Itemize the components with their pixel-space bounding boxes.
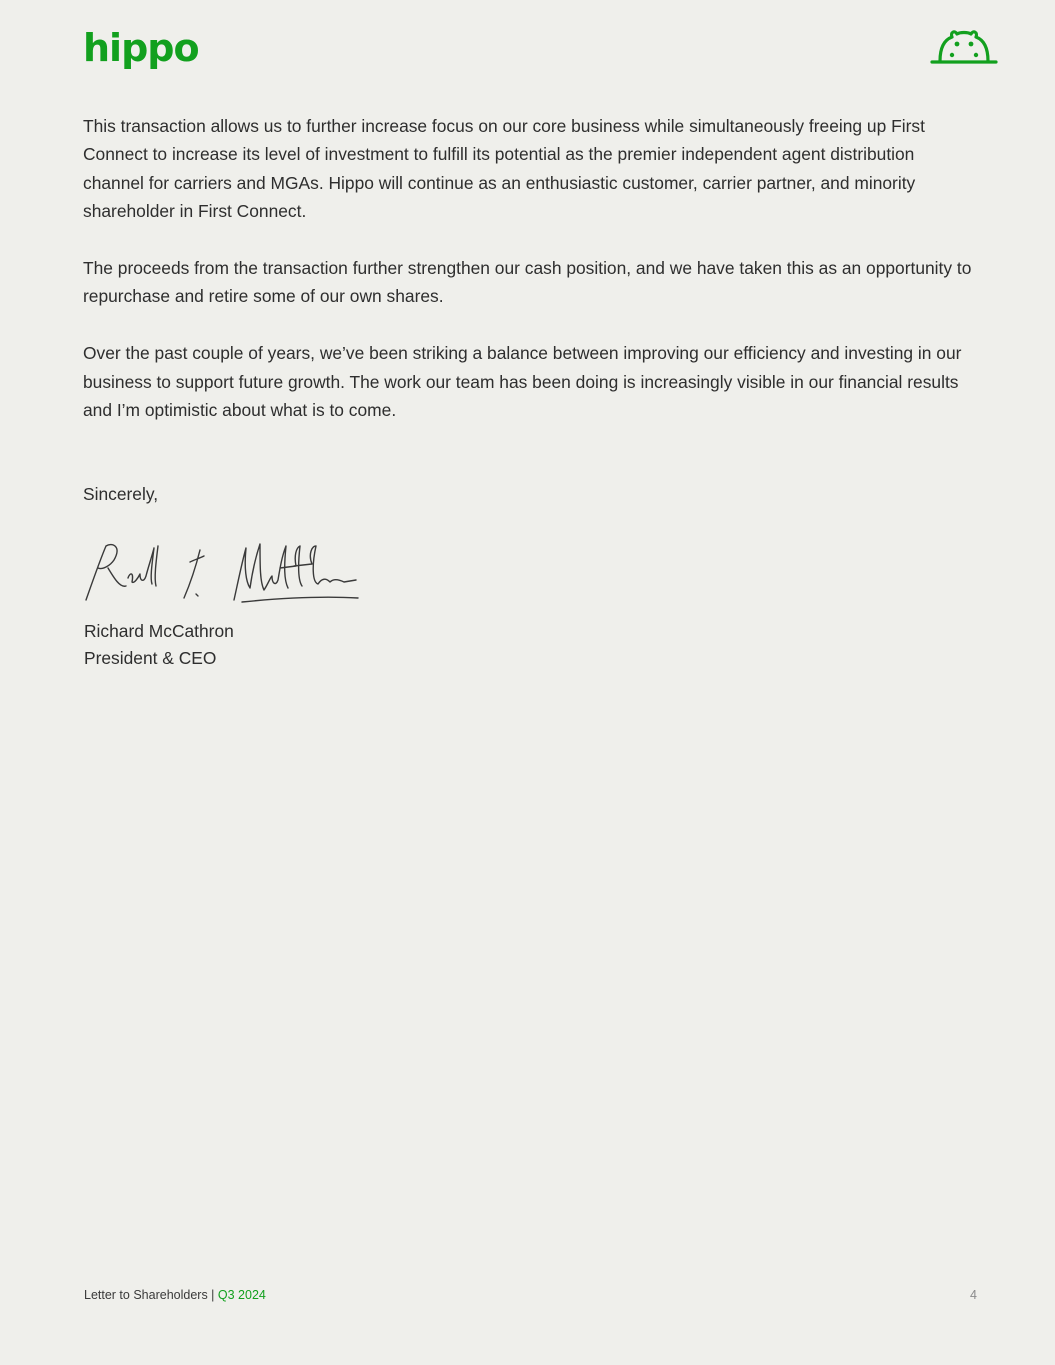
- page-number: 4: [970, 1288, 977, 1302]
- signer-block: [84, 618, 234, 672]
- paragraph-first-connect: This transaction allows us to further increase focus on our core business while simultaneously freeing up First Connect to increase its level of investment to fulfill its potential as the premier independent agent distribution channel for carriers and MGAs. Hippo will continue as an enthusiastic customer, carrier partner, and minority shareholder in First Connect.: [83, 116, 925, 222]
- footer: [84, 1286, 266, 1304]
- hippo-peeking-icon: [930, 28, 998, 66]
- signer-name: Richard McCathron: [84, 621, 234, 641]
- letter-body: [83, 112, 973, 453]
- handwritten-signature: [82, 538, 362, 608]
- paragraph-proceeds: The proceeds from the transaction further strengthen our cash position, and we have taken this as an opportunity to repurchase and retire some of our own shares.: [83, 258, 972, 307]
- salutation: Sincerely,: [83, 484, 159, 504]
- footer-label: Letter to Shareholders |: [84, 1288, 218, 1302]
- hippo-logo: hippo: [83, 26, 199, 70]
- paragraph-outlook: Over the past couple of years, we’ve been striking a balance between improving our efficiency and investing in our business to support future growth. The work our team has been doing is increasingly visible in our financial results and I’m optimistic about what is to come.: [83, 343, 962, 421]
- footer-period: Q3 2024: [217, 1288, 266, 1302]
- signer-title: President & CEO: [84, 648, 217, 668]
